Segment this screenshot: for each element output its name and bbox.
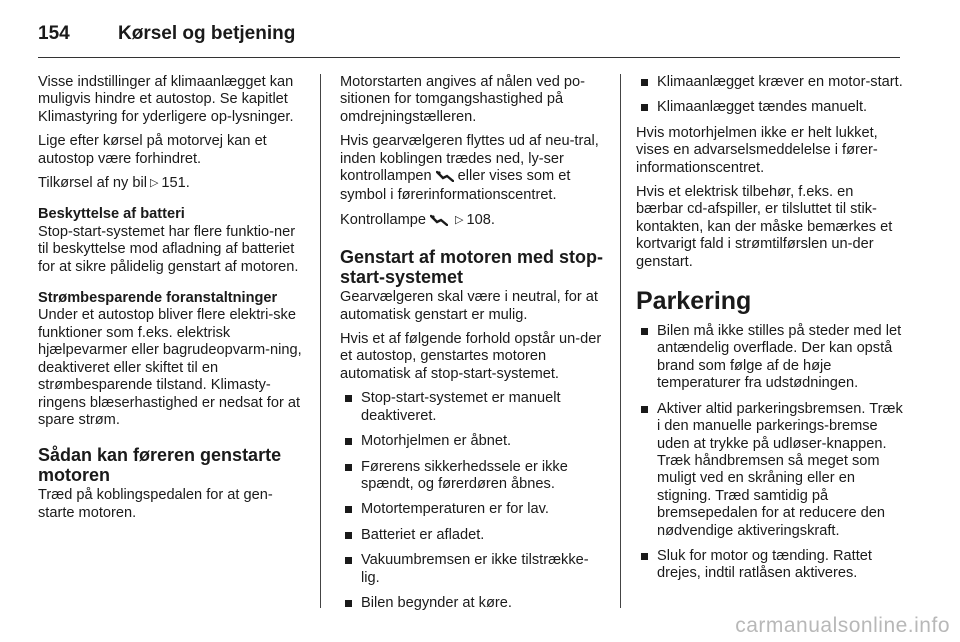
list-item: Batteriet er afladet. — [340, 527, 606, 544]
shift-indicator-lamp-icon — [430, 214, 448, 231]
paragraph-with-reference — [38, 175, 308, 192]
list-item: Vakuumbremsen er ikke tilstrække-lig. — [340, 552, 606, 587]
bullet-list — [636, 323, 904, 583]
paragraph: Træd på koblingspedalen for at gen-starte motoren. — [38, 487, 273, 521]
page-reference-link[interactable]: 151. — [161, 175, 190, 192]
paragraph: Visse indstillinger af klimaanlægget kan muligvis hindre et autostop. Se kapitlet Klimastyring for yderligere op-lysninger. — [38, 74, 294, 125]
paragraph: Hvis et af følgende forhold opstår un-der et autostop, genstartes motoren automatisk af stop-start-systemet. — [340, 331, 602, 382]
paragraph: Stop-start-systemet har flere funktio-ner til beskyttelse mod afladning af batteriet for at sikre pålidelig genstart af motoren. — [38, 223, 299, 275]
section-heading: Sådan kan føreren genstarte motoren — [38, 445, 282, 486]
list-item: Bilen begynder at køre. — [340, 595, 606, 612]
list-item: Motorhjelmen er åbnet. — [340, 433, 606, 450]
list-item: Stop-start-systemet er manuelt deaktiveret. — [340, 390, 606, 425]
chapter-title: Kørsel og betjening — [118, 23, 296, 44]
page-reference-link[interactable]: 108. — [466, 211, 495, 228]
shift-indicator-lamp-icon — [436, 170, 454, 187]
list-item: Bilen må ikke stilles på steder med let antændelig overflade. Der kan opstå brand som følge af de høje temperaturer fra udstødningen. — [636, 323, 904, 393]
paragraph: Hvis motorhjelmen ikke er helt lukket, vises en advarselsmeddelelse i fører-informationscentret. — [636, 124, 878, 176]
page-reference-arrow-icon: ▷ — [149, 177, 159, 190]
header-rule — [38, 57, 900, 58]
paragraph-with-reference: Kontrollampe ▷ 108. — [340, 212, 606, 231]
paragraph-with-lamp: Hvis gearvælgeren flyttes ud af neu-tral, inden koblingen trædes ned, ly-ser kontrollampen eller vises som et symbol i førerinformationscentret. — [340, 133, 599, 204]
list-item: Klimaanlægget kræver en motor-start. — [636, 74, 904, 91]
section-heading: Genstart af motoren med stop-start-systemet — [340, 247, 604, 288]
paragraph: Lige efter kørsel på motorvej kan et autostop være forhindret. — [38, 133, 267, 167]
list-item: Klimaanlægget tændes manuelt. — [636, 99, 904, 116]
list-item: Førerens sikkerhedssele er ikke spændt, og førerdøren åbnes. — [340, 459, 606, 494]
column-divider — [620, 74, 621, 608]
paragraph: Under et autostop bliver flere elektri-ske funktioner som f.eks. elektrisk hjælpevarmer eller bagrudeopvarm-ning, deaktiveret eller skiftet til en strømbesparende tilstand. Klimasty-ringens blæserhastighed er nedsat for at spare strøm. — [38, 307, 302, 428]
list-item: Sluk for motor og tænding. Rattet drejes, indtil ratlåsen aktiveres. — [636, 548, 904, 583]
paragraph: Gearvælgeren skal være i neutral, for at automatisk genstart er mulig. — [340, 289, 598, 323]
subheading: Strømbesparende foranstaltninger — [38, 290, 278, 307]
subheading: Beskyttelse af batteri — [38, 206, 185, 223]
page-number: 154 — [38, 23, 70, 44]
list-item: Motortemperaturen er for lav. — [340, 501, 606, 518]
bullet-list — [340, 390, 606, 612]
column-1 — [38, 74, 308, 529]
paragraph: Hvis et elektrisk tilbehør, f.eks. en bærbar cd-afspiller, er tilsluttet til stik-kontakten, kan der måske bemærkes et kortvarigt fald i strømtilførslen un-der genstart. — [636, 184, 893, 270]
column-divider — [320, 74, 321, 608]
column-2 — [340, 74, 606, 620]
list-item: Aktiver altid parkeringsbremsen. Træk i den manuelle parkerings-bremse uden at trykke på udløser-knappen. Træk håndbremsen så meget som muligt ved en skråning eller en stigning. Træd samtidig på bremsepedalen for at reducere den nødvendige aktiveringskraft. — [636, 401, 904, 540]
watermark: carmanualsonline.info — [735, 614, 950, 637]
column-3 — [636, 74, 904, 591]
page-header — [38, 14, 912, 54]
page-reference-arrow-icon: ▷ — [455, 213, 464, 226]
section-title: Parkering — [636, 287, 752, 316]
paragraph: Motorstarten angives af nålen ved po-sitionen for tomgangshastighed på omdrejningstælleren. — [340, 74, 585, 125]
bullet-list — [636, 74, 904, 117]
reference-text: Tilkørsel af ny bil — [38, 175, 147, 192]
